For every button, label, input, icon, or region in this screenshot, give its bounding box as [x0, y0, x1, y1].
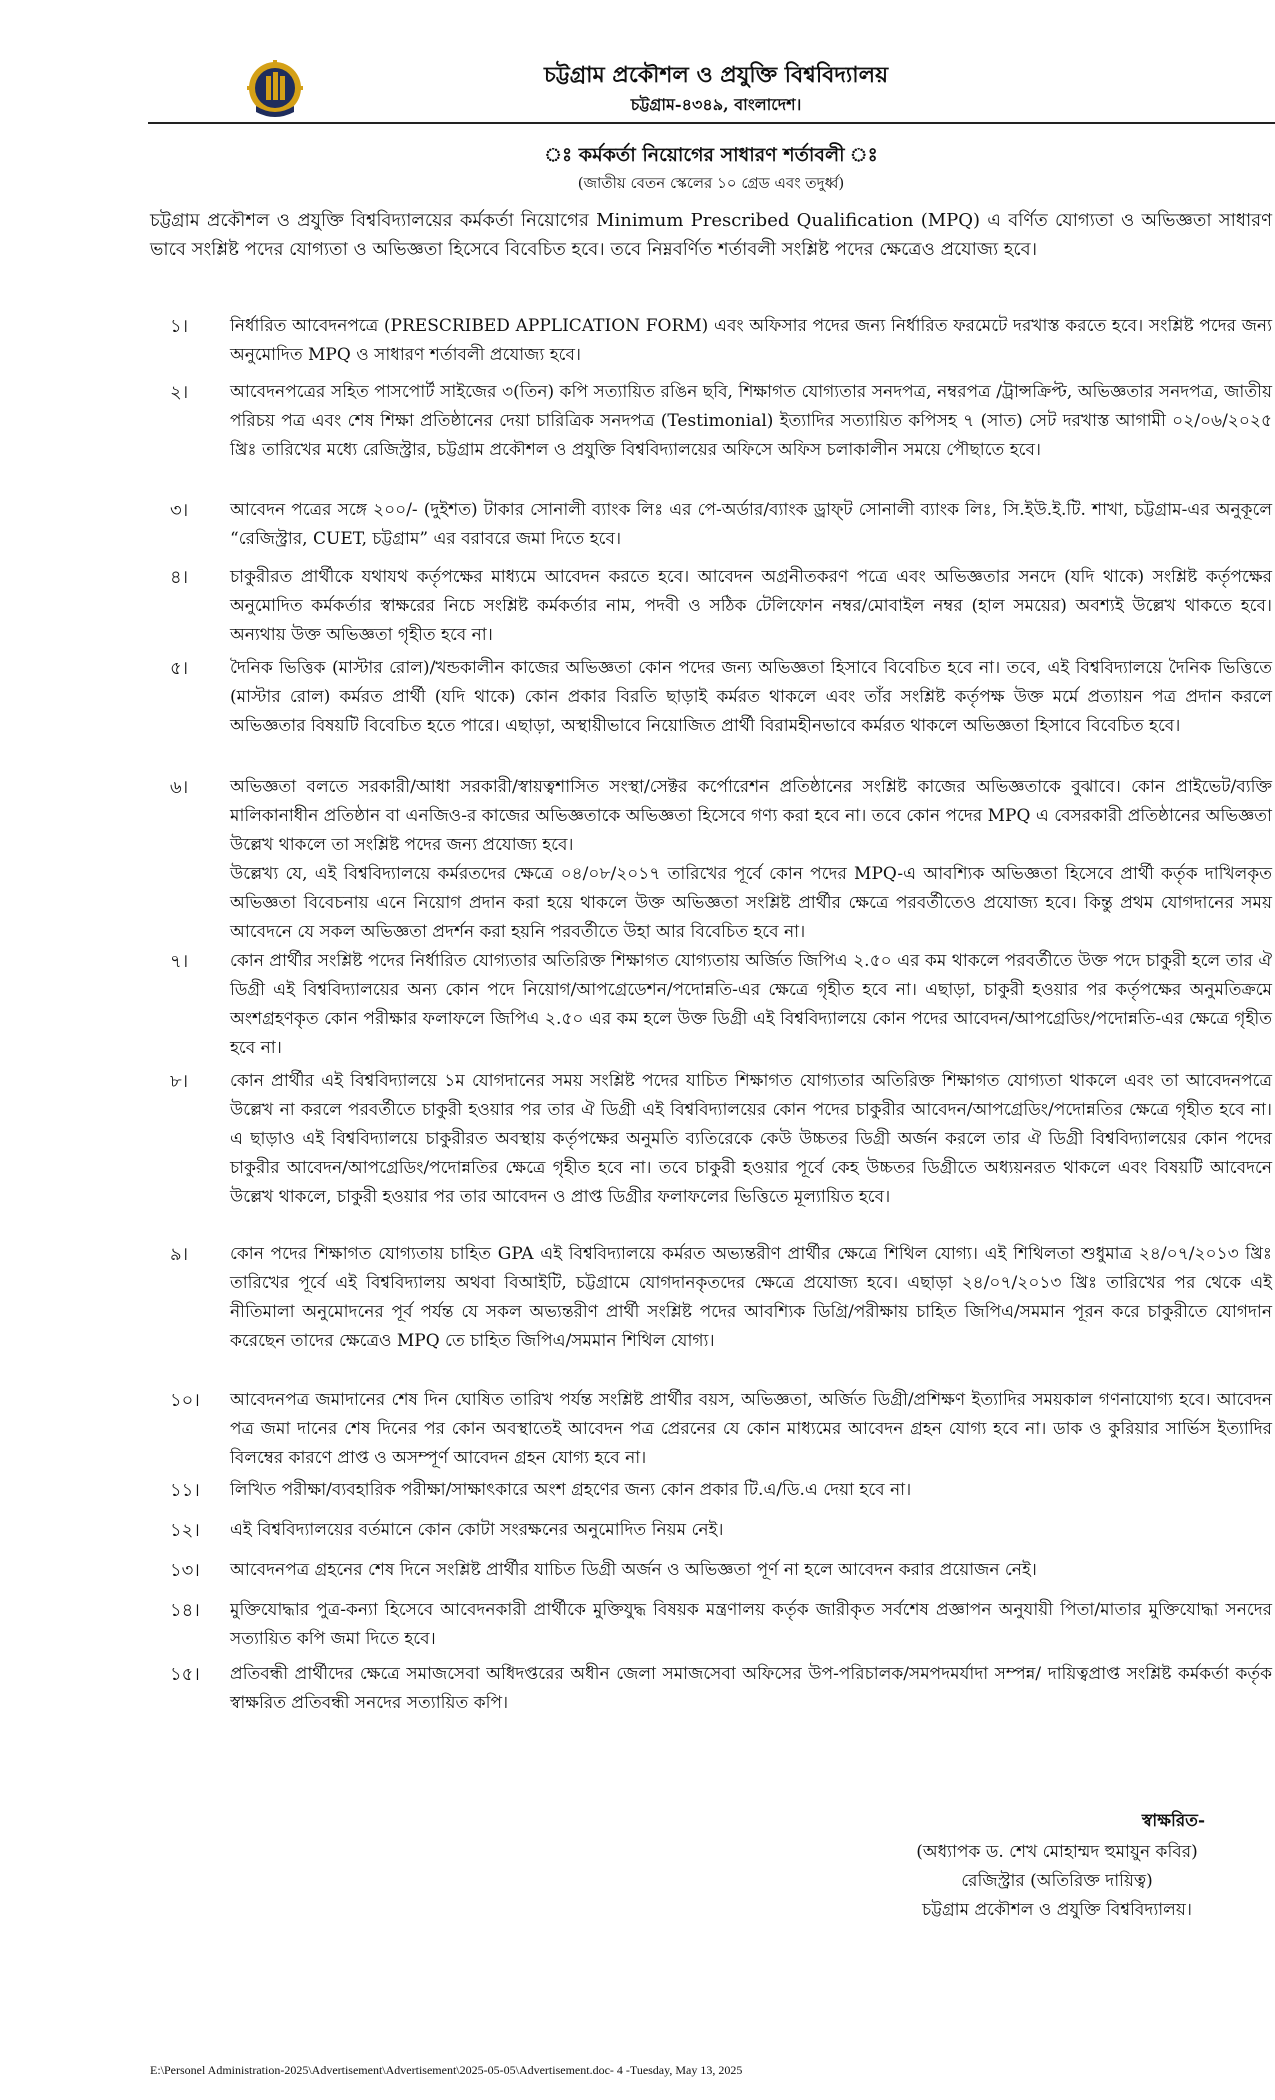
item-number: ৬।: [170, 777, 189, 798]
signatory-name: (অধ্যাপক ড. শেখ মোহাম্মদ হুমায়ুন কবির): [916, 1842, 1198, 1862]
item-number: ৩।: [170, 500, 189, 521]
header-divider: [148, 122, 1275, 124]
item-text: অভিজ্ঞতা বলতে সরকারী/আধা সরকারী/স্বায়ত্বশাসিত সংস্থা/সেক্টর কর্পোরেশন প্রতিষ্ঠানের সংশ্লিষ্ট কাজের অভিজ্ঞতাকে বুঝাবে। কোন প্রাইভেট/ব্যক্তি মালিকানাধীন প্রতিষ্ঠান বা এনজিও-র কাজের অভিজ্ঞতাকে অভিজ্ঞতা হিসেবে গণ্য করা হবে না। তবে কোন পদের MPQ এ বেসরকারী প্রতিষ্ঠানের অভিজ্ঞতা উল্লেখ থাকলে তা সংশ্লিষ্ট পদের জন্য প্রযোজ্য হবে। উল্লেখ্য যে, এই বিশ্ববিদ্যালয়ে কর্মরতদের ক্ষেত্রে ০৪/০৮/২০১৭ তারিখের পূর্বে কোন পদের MPQ-এ আবশ্যিক অভিজ্ঞতা হিসেবে প্রার্থী কর্তৃক দাখিলকৃত অভিজ্ঞতা বিবেচনায় এনে নিয়োগ প্রদান করা হয়ে থাকলে উক্ত অভিজ্ঞতা সংশ্লিষ্ট প্রার্থীর ক্ষেত্রে পরবর্তীতেও প্রযোজ্য হবে। কিন্তু প্রথম যোগদানের সময় আবেদনে যে সকল অভিজ্ঞতা প্রদর্শন করা হয়নি পরবর্তীতে উহা আর বিবেচিত হবে না।: [230, 777, 1272, 942]
item-text: দৈনিক ভিত্তিক (মাস্টার রোল)/খন্ডকালীন কাজের অভিজ্ঞতা কোন পদের জন্য অভিজ্ঞতা হিসাবে বিবেচিত হবে না। তবে, এই বিশ্ববিদ্যালয়ে দৈনিক ভিত্তিতে (মাস্টার রোল) কর্মরত প্রার্থী (যদি থাকে) কোন প্রকার বিরতি ছাড়াই কর্মরত থাকলে এবং তাঁর সংশ্লিষ্ট কর্তৃপক্ষ উক্ত মর্মে প্রত্যায়ন পত্র প্রদান করলে অভিজ্ঞতার বিষয়টি বিবেচিত হতে পারে। এছাড়া, অস্থায়ীভাবে নিয়োজিত প্রার্থী বিরামহীনভাবে কর্মরত থাকলে অভিজ্ঞতা হিসাবে বিবেচিত হবে।: [230, 658, 1272, 736]
university-address: চট্টগ্রাম-৪৩৪৯, বাংলাদেশ।: [630, 95, 802, 114]
item-number: ৯।: [170, 1244, 189, 1265]
item-text: মুক্তিযোদ্ধার পুত্র-কন্যা হিসেবে আবেদনকারী প্রার্থীকে মুক্তিযুদ্ধ বিষয়ক মন্ত্রণালয় কর্তৃক জারীকৃত সর্বশেষ প্রজ্ঞাপন অনুযায়ী পিতা/মাতার মুক্তিযোদ্ধা সনদের সত্যায়িত কপি জমা দিতে হবে।: [230, 1600, 1272, 1649]
item-text: আবেদন পত্রের সঙ্গে ২০০/- (দুইশত) টাকার সোনালী ব্যাংক লিঃ এর পে-অর্ডার/ব্যাংক ড্রাফ্‌ট সোনালী ব্যাংক লিঃ, সি.ইউ.ই.টি. শাখা, চট্টগ্রাম-এর অনুকূলে “রেজিস্ট্রার, CUET, চট্টগ্রাম” এর বরাবরে জমা দিতে হবে।: [230, 500, 1272, 549]
item-number: ৪।: [170, 567, 189, 588]
intro-paragraph: চট্টগ্রাম প্রকৌশল ও প্রযুক্তি বিশ্ববিদ্যালয়ের কর্মকর্তা নিয়োগের Minimum Prescribed Qualification (MPQ) এ বর্ণিত যোগ্যতা ও অভিজ্ঞতা সাধারণ ভাবে সংশ্লিষ্ট পদের যোগ্যতা ও অভিজ্ঞতা হিসেবে বিবেচিত হবে। তবে নিম্নবর্ণিত শর্তাবলী সংশ্লিষ্ট পদের ক্ষেত্রেও প্রযোজ্য হবে।: [150, 210, 1272, 260]
signature-heading: স্বাক্ষরিত-: [1141, 1811, 1205, 1831]
item-text: নির্ধারিত আবেদনপত্রে (PRESCRIBED APPLICATION FORM) এবং অফিসার পদের জন্য নির্ধারিত ফরমেটে দরখাস্ত করতে হবে। সংশ্লিষ্ট পদের জন্য অনুমোদিত MPQ ও সাধারণ শর্তাবলী প্রযোজ্য হবে।: [230, 316, 1272, 365]
signatory-designation: রেজিস্ট্রার (অতিরিক্ত দায়িত্ব): [961, 1871, 1153, 1891]
item-number: ১২।: [170, 1520, 200, 1541]
item-text: আবেদনপত্রের সহিত পাসপোর্ট সাইজের ৩(তিন) কপি সত্যায়িত রঙিন ছবি, শিক্ষাগত যোগ্যতার সনদপত্র, নম্বরপত্র /ট্রান্সক্রিপ্ট, অভিজ্ঞতার সনদপত্র, জাতীয় পরিচয় পত্র এবং শেষ শিক্ষা প্রতিষ্ঠানের দেয়া চারিত্রিক সনদপত্র (Testimonial) ইত্যাদির সত্যায়িত কপিসহ ৭ (সাত) সেট দরখাস্ত আগামী ০২/০৬/২০২৫ খ্রিঃ তারিখের মধ্যে রেজিস্ট্রার, চট্টগ্রাম প্রকৌশল ও প্রযুক্তি বিশ্ববিদ্যালয়ের অফিসে অফিস চলাকালীন সময়ে পৌছাতে হবে।: [230, 382, 1272, 460]
letterhead: [150, 48, 1272, 124]
item-number: ১৪।: [170, 1600, 200, 1621]
item-text: আবেদনপত্র গ্রহনের শেষ দিনে সংশ্লিষ্ট প্রার্থীর যাচিত ডিগ্রী অর্জন ও অভিজ্ঞতা পূর্ণ না হলে আবেদন করার প্রয়োজন নেই।: [230, 1560, 1037, 1580]
item-text: কোন পদের শিক্ষাগত যোগ্যতায় চাহিত GPA এই বিশ্ববিদ্যালয়ে কর্মরত অভ্যন্তরীণ প্রার্থীর ক্ষেত্রে শিথিল যোগ্য। এই শিথিলতা শুধুমাত্র ২৪/০৭/২০১৩ খ্রিঃ তারিখের পূর্বে এই বিশ্ববিদ্যালয় অথবা বিআইটি, চট্টগ্রামে যোগদানকৃতদের ক্ষেত্রে প্রযোজ্য হবে। এছাড়া ২৪/০৭/২০১৩ খ্রিঃ তারিখের পর থেকে এই নীতিমালা অনুমোদনের পূর্ব পর্যন্ত যে সকল অভ্যন্তরীণ প্রার্থী সংশ্লিষ্ট পদের আবশ্যিক ডিগ্রি/পরীক্ষায় চাহিত জিপিএ/সমমান পূরন করে চাকুরীতে যোগদান করেছেন তাদের ক্ষেত্রেও MPQ তে চাহিত জিপিএ/সমমান শিথিল যোগ্য।: [230, 1244, 1272, 1351]
item-number: ৫।: [170, 658, 189, 679]
item-text: আবেদনপত্র জমাদানের শেষ দিন ঘোষিত তারিখ পর্যন্ত সংশ্লিষ্ট প্রার্থীর বয়স, অভিজ্ঞতা, অর্জিত ডিগ্রী/প্রশিক্ষণ ইত্যাদির সময়কাল গণনাযোগ্য হবে। আবেদন পত্র জমা দানের শেষ দিনের পর কোন অবস্থাতেই আবেদন পত্র প্রেরনের যে কোন মাধ্যমের আবেদন গ্রহন যোগ্য হবে না। ডাক ও কুরিয়ার সার্ভিস ইত্যাদির বিলম্বের কারণে প্রাপ্ত ও অসম্পূর্ণ আবেদন গ্রহন যোগ্য হবে না।: [230, 1390, 1272, 1468]
item-number: ৭।: [170, 951, 189, 972]
document-subtitle: (জাতীয় বেতন স্কেলের ১০ গ্রেড এবং তদুর্ধ্ব): [577, 174, 845, 192]
item-text: চাকুরীরত প্রার্থীকে যথাযথ কর্তৃপক্ষের মাধ্যমে আবেদন করতে হবে। আবেদন অগ্রনীতকরণ পত্রে এবং অভিজ্ঞতার সনদে (যদি থাকে) সংশ্লিষ্ট কর্তৃপক্ষের অনুমোদিত কর্মকর্তার স্বাক্ষরের নিচে সংশ্লিষ্ট কর্মকর্তার নাম, পদবী ও সঠিক টেলিফোন নম্বর/মোবাইল নম্বর (হাল সময়ের) অবশ্যই উল্লেখ থাকতে হবে। অন্যথায় উক্ত অভিজ্ঞতা গৃহীত হবে না।: [230, 567, 1272, 645]
item-number: ১।: [170, 316, 189, 337]
item-number: ১০।: [170, 1390, 200, 1411]
item-text: প্রতিবন্ধী প্রার্থীদের ক্ষেত্রে সমাজসেবা অধিদপ্তরের অধীন জেলা সমাজসেবা অফিসের উপ-পরিচালক/সমপদমর্যাদা সম্পন্ন/ দায়িত্বপ্রাপ্ত সংশ্লিষ্ট কর্মকর্তা কর্তৃক স্বাক্ষরিত প্রতিবন্ধী সনদের সত্যায়িত কপি।: [230, 1664, 1272, 1713]
item-text: কোন প্রার্থীর সংশ্লিষ্ট পদের নির্ধারিত যোগ্যতার অতিরিক্ত শিক্ষাগত যোগ্যতায় অর্জিত জিপিএ ২.৫০ এর কম থাকলে পরবর্তীতে উক্ত পদে চাকুরী হলে তার ঐ ডিগ্রী এই বিশ্ববিদ্যালয়ের অন্য কোন পদে নিয়োগ/আপগ্রেডেশন/পদোন্নতি-এর ক্ষেত্রে গৃহীত হবে না। এছাড়া, চাকুরী হওয়ার পর কর্তৃপক্ষের অনুমতিক্রমে অংশগ্রহণকৃত কোন পরীক্ষার ফলাফলে জিপিএ ২.৫০ এর কম হলে উক্ত ডিগ্রী এই বিশ্ববিদ্যালয়ে কোন পদের আবেদন/আপগ্রেডিং/পদোন্নতি-এর ক্ষেত্রে গৃহীত হবে না।: [230, 951, 1272, 1058]
item-text: লিখিত পরীক্ষা/ব্যবহারিক পরীক্ষা/সাক্ষাৎকারে অংশ গ্রহণের জন্য কোন প্রকার টি.এ/ডি.এ দেয়া হবে না।: [230, 1480, 912, 1500]
signature-block: [847, 1838, 1267, 1925]
item-number: ১৫।: [170, 1664, 200, 1685]
file-path-footer: E:\Personel Administration-2025\Advertisement\Advertisement\2025-05-05\Advertisement.doc- 4 -Tuesday, May 13, 2025: [150, 2063, 743, 2077]
signatory-institution: চট্টগ্রাম প্রকৌশল ও প্রযুক্তি বিশ্ববিদ্যালয়।: [922, 1900, 1192, 1920]
item-number: ২।: [170, 382, 189, 403]
item-text: এই বিশ্ববিদ্যালয়ের বর্তমানে কোন কোটা সংরক্ষনের অনুমোদিত নিয়ম নেই।: [230, 1520, 724, 1540]
item-number: ১১।: [170, 1480, 200, 1501]
item-number: ৮।: [170, 1071, 189, 1092]
item-number: ১৩।: [170, 1560, 200, 1581]
university-name: চট্টগ্রাম প্রকৌশল ও প্রযুক্তি বিশ্ববিদ্যালয়: [543, 62, 889, 88]
item-text: কোন প্রার্থীর এই বিশ্ববিদ্যালয়ে ১ম যোগদানের সময় সংশ্লিষ্ট পদের যাচিত শিক্ষাগত যোগ্যতার অতিরিক্ত শিক্ষাগত যোগ্যতা থাকলে এবং তা আবেদনপত্রে উল্লেখ না করলে পরবর্তীতে চাকুরী হওয়ার পর তার ঐ ডিগ্রী এই বিশ্ববিদ্যালয়ের কোন পদের চাকুরীর আবেদন/আপগ্রেডিং/পদোন্নতির ক্ষেত্রে গৃহীত হবে না। এ ছাড়াও এই বিশ্ববিদ্যালয়ে চাকুরীরত অবস্থায় কর্তৃপক্ষের অনুমতি ব্যতিরেকে কেউ উচ্চতর ডিগ্রী অর্জন করলে তার ঐ ডিগ্রী বিশ্ববিদ্যালয়ের কোন পদের চাকুরীর আবেদন/আপগ্রেডিং/পদোন্নতির ক্ষেত্রে গৃহীত হবে না। তবে চাকুরী হওয়ার পূর্বে কেহ উচ্চতর ডিগ্রীতে অধ্যয়নরত থাকলে এবং বিষয়টি আবেদনে উল্লেখ থাকলে, চাকুরী হওয়ার পর তার আবেদন ও প্রাপ্ত ডিগ্রীর ফলাফলের ভিত্তিতে মূল্যায়িত হবে।: [230, 1071, 1272, 1207]
document-title: ঃ কর্মকর্তা নিয়োগের সাধারণ শর্তাবলী ঃ: [544, 144, 878, 166]
